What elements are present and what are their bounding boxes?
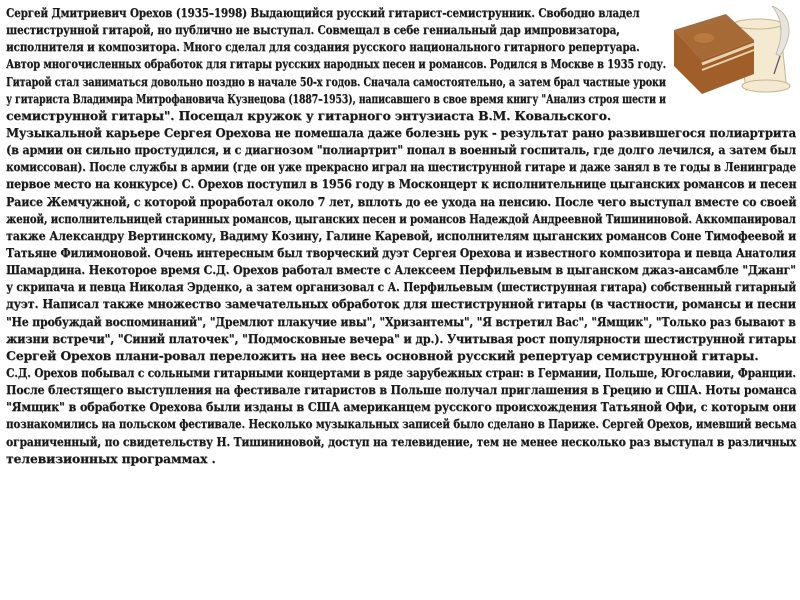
text-line: шестиструнной гитарой, но публично не выступал. Совмещал в себе гениальный дар импровизатора, — [6, 22, 620, 38]
text-line: исполнителя и композитора. Много сделал для создания русского национального гитарного репертуара. — [6, 39, 640, 55]
text-line: Музыкальной карьере Сергея Орехова не помешала даже болезнь рук - результат рано развившегося полиартрита — [6, 124, 796, 140]
text-line: также Александру Вертинскому, Вадиму Козину, Галине Каревой, исполнителям цыганских романсов Соне Тимофеевой и — [6, 227, 797, 243]
text-line: Раисе Жемчужной, с которой проработал около 7 лет, вплоть до ее ухода на пенсию. После чего выступал вместе со своей — [6, 193, 797, 209]
text-line: у гитариста Владимира Митрофановича Кузнецова (1887–1953), написавшего в свое время книгу "Анализ строя шести и — [6, 90, 666, 106]
text-line: комиссован). После службы в армии (где он уже прекрасно играл на шестиструнной гитаре и даже занял в те годы в Ленинграде — [6, 159, 796, 175]
text-line: женой, исполнительницей старинных романсов, цыганских песен и романсов Надеждой Андреевной Тишининовой. Аккомпанировал — [6, 210, 796, 226]
text-line: Сергей Дмитриевич Орехов (1935–1998) Выдающийся русский гитарист-семиструнник. Свободно владел — [6, 5, 640, 20]
text-line: "Не пробуждай воспоминаний", "Дремлют плакучие ивы", "Хризантемы", "Я встретил Вас", "Ямщик", "Только раз бывают в — [6, 313, 796, 329]
text-line: После блестящего выступления на фестивале гитаристов в Польше получал приглашения в Грецию и США. Ноты романса — [6, 382, 797, 398]
text-line: у скрипача и певца Николая Эрденко, а затем организовал с А. Перфильевым (шестиструнная гитара) собственный гитарный — [6, 279, 797, 295]
text-line: семиструнной гитары". Посещал кружок у гитарного энтузиаста В.М. Ковальского. — [6, 107, 611, 123]
text-line: Сергей Орехов плани-ровал переложить на нее весь основной русский репертуар семиструнной гитары. — [6, 347, 759, 363]
text-line: познакомились на польском фестивале. Несколько музыкальных записей было сделано в Париже. Сергей Орехов, имевший весьма — [6, 416, 797, 432]
text-line: Шамардина. Некоторое время С.Д. Орехов работал вместе с Алексеем Перфильевым в цыганском джаз-ансамбле "Джанг" — [6, 262, 796, 278]
text-line: Автор многочисленных обработок для гитары русских народных песен и романсов. Родился в Москве в 1935 году. — [6, 56, 666, 72]
text-line: дуэт. Написал также множество замечательных обработок для шестиструнной гитары (в частности, романсы и песни — [6, 296, 796, 312]
text-line: С.Д. Орехов побывал с сольными гитарными концертами в ряде зарубежных стран: в Германии, Польше, Югославии, Франции. — [6, 364, 796, 380]
text-line: Гитарой стал заниматься довольно поздно в начале 50-х годов. Сначала самостоятельно, а затем брал частные уроки — [6, 73, 666, 89]
text-line: первое место на конкурсе) С. Орехов поступил в 1956 году в Москонцерт к исполнительнице цыганских романсов и песен — [6, 176, 797, 192]
text-line: ограниченный, по свидетельству Н. Тишининовой, доступ на телевидение, тем не менее несколько раз выступал в различных — [6, 433, 797, 449]
text-line: жизни встречи", "Синий платочек", "Подмосковные вечера" и др.). Учитывая рост популярности шестиструнной гитары — [6, 330, 797, 346]
text-line: "Ямщик" в обработке Орехова были изданы в США американцем русского происхождения Татьяной Офи, с которым они — [6, 399, 797, 415]
text-line: (в армии он сильно простудился, и с диагнозом "полиартрит" попал в военный госпиталь, где долго лечился, а затем был — [6, 142, 796, 158]
text-line: Татьяне Филимоновой. Очень интересным был творческий дуэт Сергея Орехова и известного композитора и певца Анатолия — [6, 244, 796, 260]
text-line: телевизионных программах . — [6, 450, 216, 466]
book-scroll-quill-icon — [668, 4, 796, 100]
